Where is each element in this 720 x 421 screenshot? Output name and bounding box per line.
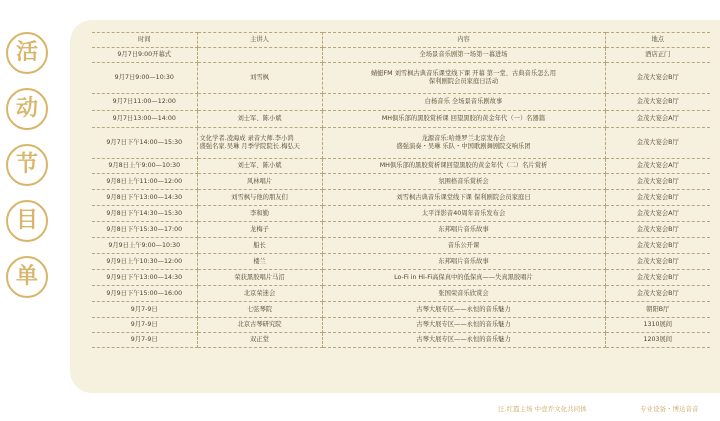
cell-content: 太平洋影音40周年音乐发布会	[322, 206, 605, 222]
table-row	[92, 270, 710, 286]
cell-time: 9月9日上午10:30—12:00	[92, 254, 197, 270]
header-speaker: 主讲人	[197, 33, 322, 48]
cell-venue: 金茂大宴会A厅	[605, 159, 710, 174]
table-row	[92, 174, 710, 190]
cell-speaker: 楼兰	[197, 254, 322, 270]
cell-venue: 金茂大宴会B厅	[605, 270, 710, 286]
title-char: 目	[6, 200, 48, 242]
cell-content: 蜻蜓FM 刘雪枫古典音乐课堂线下课 开幕 第一堂、古典音乐怎么用 保利剧院会员家庭日活动	[322, 63, 605, 94]
vertical-title	[6, 32, 54, 312]
cell-venue: 金茂大宴会B厅	[605, 174, 710, 190]
table-row	[92, 159, 710, 174]
cell-speaker: 船长	[197, 238, 322, 254]
cell-speaker: 荣获黑胶唱片马沼	[197, 270, 322, 286]
cell-venue: 金茂大宴会B厅	[605, 254, 710, 270]
cell-time: 9月7-9日	[92, 302, 197, 318]
cell-time: 9月9日下午15:00—16:00	[92, 286, 197, 302]
cell-speaker: 龙梅子	[197, 222, 322, 238]
cell-content: 东邦唱片音乐故事	[322, 222, 605, 238]
cell-content: 氛围格音乐赏析会	[322, 174, 605, 190]
title-char: 单	[6, 256, 48, 298]
table-row	[92, 238, 710, 254]
cell-time: 9月7日9:00—10:30	[92, 63, 197, 94]
cell-speaker: 文化学者.凌海成 录音大师.李小鸿 盛强名家.吴琳 月季学院院长.梅弘天	[197, 128, 322, 159]
cell-time: 9月9日下午13:00—14:30	[92, 270, 197, 286]
table-row	[92, 222, 710, 238]
cell-content: 刘雪枫古典音乐课堂线下课 保利剧院会员家庭日	[322, 190, 605, 206]
header-content: 内容	[322, 33, 605, 48]
cell-venue: 金茂大宴会A厅	[605, 206, 710, 222]
cell-time: 9月8日下午13:00—14:30	[92, 190, 197, 206]
cell-venue: 金茂大宴会B厅	[605, 94, 710, 111]
header-time: 时间	[92, 33, 197, 48]
title-char: 节	[6, 144, 48, 186]
cell-content: 龙源音乐:哈维罗兰北京发布会 盛强演奏・吴琳 乐队・中国歌剧舞剧院交响乐团	[322, 128, 605, 159]
cell-content: 音乐公开课	[322, 238, 605, 254]
table-row	[92, 111, 710, 128]
cell-venue: 金茂大宴会B厅	[605, 190, 710, 206]
cell-time: 9月7-9日	[92, 333, 197, 348]
table-row	[92, 94, 710, 111]
cell-speaker	[197, 48, 322, 63]
cell-speaker: 刘士军、陈小斌	[197, 111, 322, 128]
cell-time: 9月8日下午14:30—15:30	[92, 206, 197, 222]
cell-time: 9月7日13:00—14:00	[92, 111, 197, 128]
schedule-table	[92, 32, 710, 348]
cell-venue: 金茂大宴会B厅	[605, 128, 710, 159]
cell-content: Lo-Fi in Hi-Fi高保真中的低保真——失真黑胶唱片	[322, 270, 605, 286]
cell-content: 全场景音乐剧第一场第一幕进场	[322, 48, 605, 63]
cell-speaker: 北京荣迷会	[197, 286, 322, 302]
cell-content: 白杨音乐 全场景音乐剧故事	[322, 94, 605, 111]
cell-content: 古琴大展专区——永恒的音乐魅力	[322, 302, 605, 318]
cell-speaker: 刘士军、陈小斌	[197, 159, 322, 174]
cell-time: 9月7日11:00—12:00	[92, 94, 197, 111]
cell-speaker: 双正堂	[197, 333, 322, 348]
cell-speaker: 北京古琴研究院	[197, 318, 322, 333]
table-row	[92, 48, 710, 63]
cell-time: 9月8日上午9:00—10:30	[92, 159, 197, 174]
cell-venue: 金茂大宴会B厅	[605, 222, 710, 238]
header-venue: 地点	[605, 33, 710, 48]
cell-speaker: 七弦琴院	[197, 302, 322, 318]
cell-time: 9月8日上午11:00—12:00	[92, 174, 197, 190]
cell-venue: 金茂大宴会A厅	[605, 111, 710, 128]
cell-speaker	[197, 94, 322, 111]
table-row	[92, 206, 710, 222]
cell-content: MH俱乐部的黑胶赏析课 回望黑胶的黄金年代（一）名器篇	[322, 111, 605, 128]
schedule-panel	[70, 20, 720, 393]
cell-venue: 金茂大宴会B厅	[605, 238, 710, 254]
cell-content: 张国荣音乐欣赏会	[322, 286, 605, 302]
cell-venue: 金茂大宴会B厅	[605, 63, 710, 94]
table-row	[92, 190, 710, 206]
cell-time: 9月8日下午15:30—17:00	[92, 222, 197, 238]
table-row	[92, 286, 710, 302]
table-row	[92, 302, 710, 318]
cell-time: 9月9日上午9:00—10:30	[92, 238, 197, 254]
cell-venue: 1310展间	[605, 318, 710, 333]
title-char: 动	[6, 88, 48, 130]
cell-content: 古琴大展专区——永恒的音乐魅力	[322, 318, 605, 333]
table-row	[92, 254, 710, 270]
cell-time: 9月7日下午14:00—15:30	[92, 128, 197, 159]
table-row	[92, 333, 710, 348]
table-row	[92, 318, 710, 333]
cell-time: 9月7日9:00开幕式	[92, 48, 197, 63]
cell-speaker: 李和勤	[197, 206, 322, 222]
cell-venue: 酒店正门	[605, 48, 710, 63]
cell-content: 东邦唱片音乐故事	[322, 254, 605, 270]
footer-right: 专业设备・博达音音	[640, 405, 699, 413]
cell-speaker: 刘雪枫	[197, 63, 322, 94]
table-row	[92, 63, 710, 94]
cell-content: 古琴大展专区——永恒的音乐魅力	[322, 333, 605, 348]
cell-venue: 1203展间	[605, 333, 710, 348]
cell-speaker: 刘雪枫与他的朋友们	[197, 190, 322, 206]
table-row	[92, 128, 710, 159]
header-row	[92, 33, 710, 48]
cell-venue: 金茂大宴会B厅	[605, 286, 710, 302]
footer-left: 汪.红霞主场 中壹乔文化共同体	[498, 405, 587, 413]
cell-time: 9月7-9日	[92, 318, 197, 333]
cell-venue: 朝阳B厅	[605, 302, 710, 318]
title-char: 活	[6, 32, 48, 74]
cell-content: MH俱乐部的黑胶赏析课回望黑胶的黄金年代（二）名片赏析	[322, 159, 605, 174]
cell-speaker: 风林唱片	[197, 174, 322, 190]
